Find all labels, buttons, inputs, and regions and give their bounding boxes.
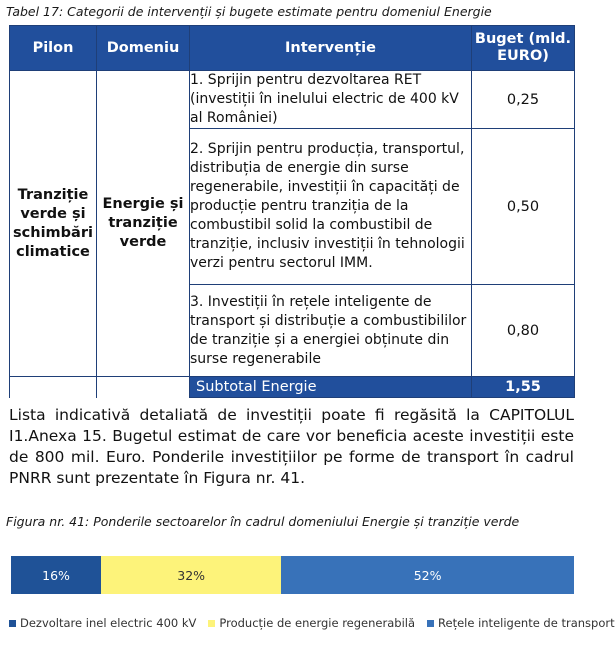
- buget-cell: 0,50: [472, 129, 575, 285]
- table-row: [10, 71, 575, 129]
- data-label: 52%: [413, 567, 442, 583]
- domeniu-cell: Energie și tranziție verde: [97, 71, 190, 377]
- interventie-cell: 3. Investiții în rețele inteligente de transport și distribuție a combustibililor de tranziție și a energiei obținute din surse regenerabile: [190, 285, 472, 377]
- subtotal-label: Subtotal Energie: [190, 377, 472, 398]
- legend-label: Dezvoltare inel electric 400 kV: [20, 616, 197, 630]
- header-domeniu: Domeniu: [97, 26, 190, 71]
- header-interventie: Intervenție: [190, 26, 472, 71]
- legend-swatch: [9, 620, 16, 627]
- subtotal-row: [10, 377, 575, 398]
- buget-cell: 0,25: [472, 71, 575, 129]
- data-label: 16%: [42, 567, 70, 583]
- bar-segment: [281, 556, 574, 594]
- header-pilon: Pilon: [10, 26, 97, 71]
- legend-item: [427, 616, 615, 630]
- empty-cell: [97, 377, 190, 398]
- header-buget: Buget (mld. EURO): [472, 26, 575, 71]
- stacked-bar-chart: [11, 556, 574, 594]
- bar-segment: [11, 556, 101, 594]
- legend-swatch: [208, 620, 215, 627]
- empty-cell: [10, 377, 97, 398]
- legend-label: Producție de energie regenerabilă: [219, 616, 416, 630]
- body-paragraph: Lista indicativă detaliată de investiții poate fi regăsită la CAPITOLUL I1.Anexa 15. Bugetul estimat de care vor beneficia aceste investiții este de 800 mil. Euro. Ponderile investițiilor pe forme de transport în cadrul PNRR sunt prezentate în Figura nr. 41.: [9, 406, 574, 487]
- interventie-cell: 1. Sprijin pentru dezvoltarea RET (investiții în inelului electric de 400 kV al României): [190, 71, 472, 129]
- buget-cell: 0,80: [472, 285, 575, 377]
- interventie-cell: 2. Sprijin pentru producția, transportul, distribuția de energie din surse regenerabile, investiții în capacități de producție pentru tranziția de la combustibil solid la combustibil de tranziție, inclusiv investiții în tehnologii verzi pentru sectorul IMM.: [190, 129, 472, 285]
- budget-table: [9, 25, 575, 398]
- subtotal-value: 1,55: [472, 377, 575, 398]
- table-caption: Tabel 17: Categorii de intervenții și bugete estimate pentru domeniul Energie: [6, 4, 492, 19]
- bar-segment: [101, 556, 281, 594]
- table-header-row: [10, 26, 575, 71]
- figure-caption: Figura nr. 41: Ponderile sectoarelor în cadrul domeniului Energie și tranziție verde: [6, 514, 520, 529]
- pilon-cell: Tranziție verde și schimbări climatice: [10, 71, 97, 377]
- chart-legend: [9, 616, 615, 630]
- legend-label: Rețele inteligente de transport: [438, 616, 615, 630]
- legend-item: [9, 616, 196, 630]
- legend-swatch: [427, 620, 434, 627]
- legend-item: [208, 616, 415, 630]
- data-label: 32%: [177, 567, 206, 583]
